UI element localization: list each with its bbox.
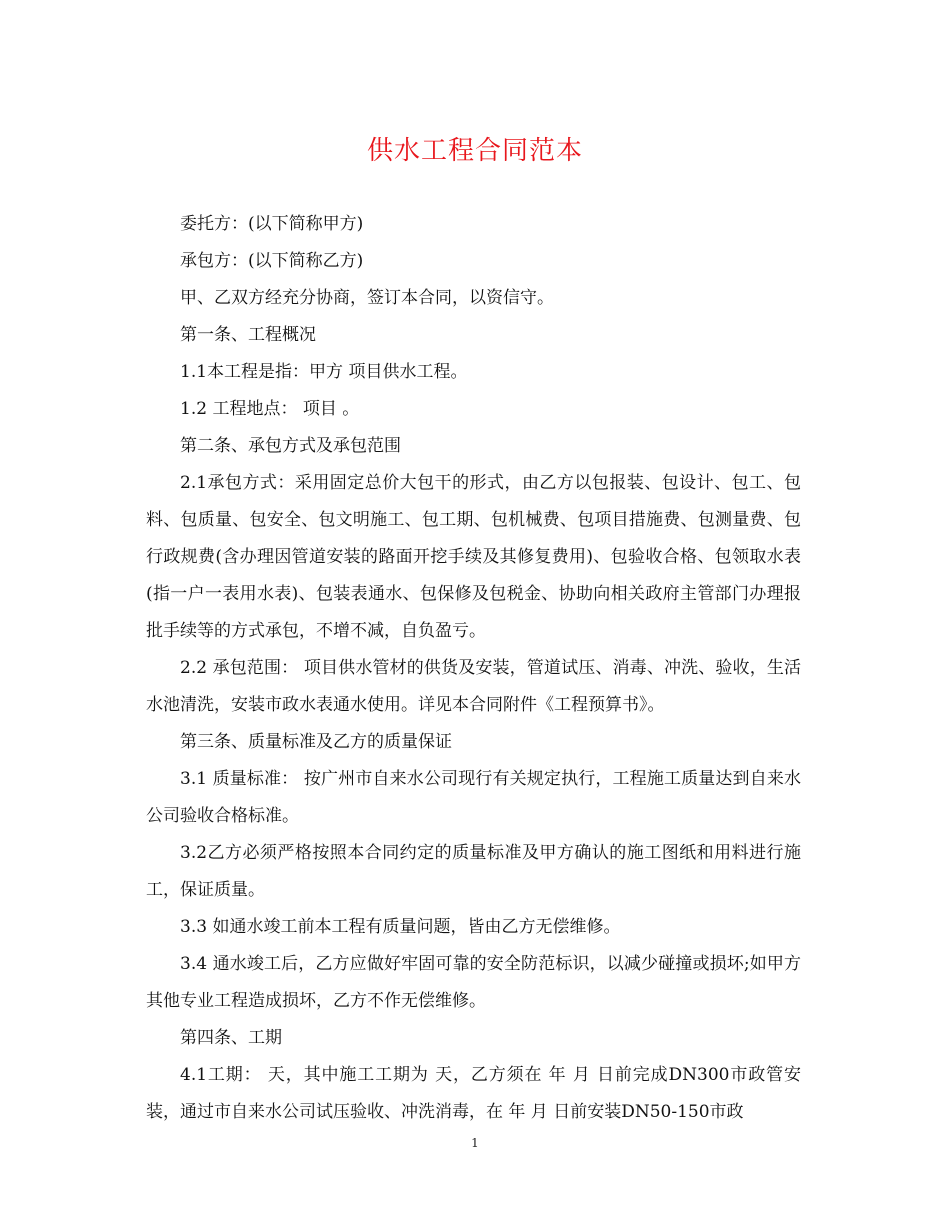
clause-3-4: 3.4 通水竣工后，乙方应做好牢固可靠的安全防范标识，以减少碰撞或损坏;如甲方其他专业工程造成损坏，乙方不作无偿维修。 (146, 954, 801, 1011)
section-heading-1: 第一条、工程概况 (180, 325, 316, 345)
paragraph-agreement: 甲、乙双方经充分协商，签订本合同，以资信守。 (180, 288, 554, 308)
clause-3-2: 3.2乙方必须严格按照本合同约定的质量标准及甲方确认的施工图纸和用料进行施工，保证质量。 (146, 843, 801, 900)
clause-2-2: 2.2 承包范围： 项目供水管材的供货及安装，管道试压、消毒、冲洗、验收，生活水池清洗，安装市政水表通水使用。详见本合同附件《工程预算书》。 (146, 658, 801, 715)
paragraph-contractor: 承包方：(以下简称乙方) (180, 251, 364, 271)
clause-2-1: 2.1承包方式：采用固定总价大包干的形式，由乙方以包报装、包设计、包工、包料、包质量、包安全、包文明施工、包工期、包机械费、包项目措施费、包测量费、包行政规费(含办理因管道安装的路面开挖手续及其修复费用)、包验收合格、包领取水表(指一户一表用水表)、包装表通水、包保修及包税金、协助向相关政府主管部门办理报批手续等的方式承包，不增不减，自负盈亏。 (146, 473, 801, 641)
section-heading-4: 第四条、工期 (180, 1028, 282, 1048)
clause-3-1: 3.1 质量标准： 按广州市自来水公司现行有关规定执行，工程施工质量达到自来水公司验收合格标准。 (146, 769, 801, 826)
clause-4-1: 4.1工期： 天，其中施工工期为 天，乙方须在 年 月 日前完成DN300市政管安装，通过市自来水公司试压验收、冲洗消毒，在 年 月 日前安装DN50-150市政 (146, 1065, 801, 1122)
paragraph-client: 委托方：(以下简称甲方) (180, 214, 364, 234)
section-heading-3: 第三条、质量标准及乙方的质量保证 (180, 732, 452, 752)
document-body (146, 206, 801, 1131)
clause-3-3: 3.3 如通水竣工前本工程有质量问题，皆由乙方无偿维修。 (180, 917, 621, 937)
clause-1-1: 1.1本工程是指：甲方 项目供水工程。 (180, 362, 468, 382)
page-number: 1 (471, 1136, 479, 1150)
section-heading-2: 第二条、承包方式及承包范围 (180, 436, 401, 456)
document-title: 供水工程合同范本 (366, 136, 583, 166)
clause-1-2: 1.2 工程地点： 项目 。 (180, 399, 360, 419)
